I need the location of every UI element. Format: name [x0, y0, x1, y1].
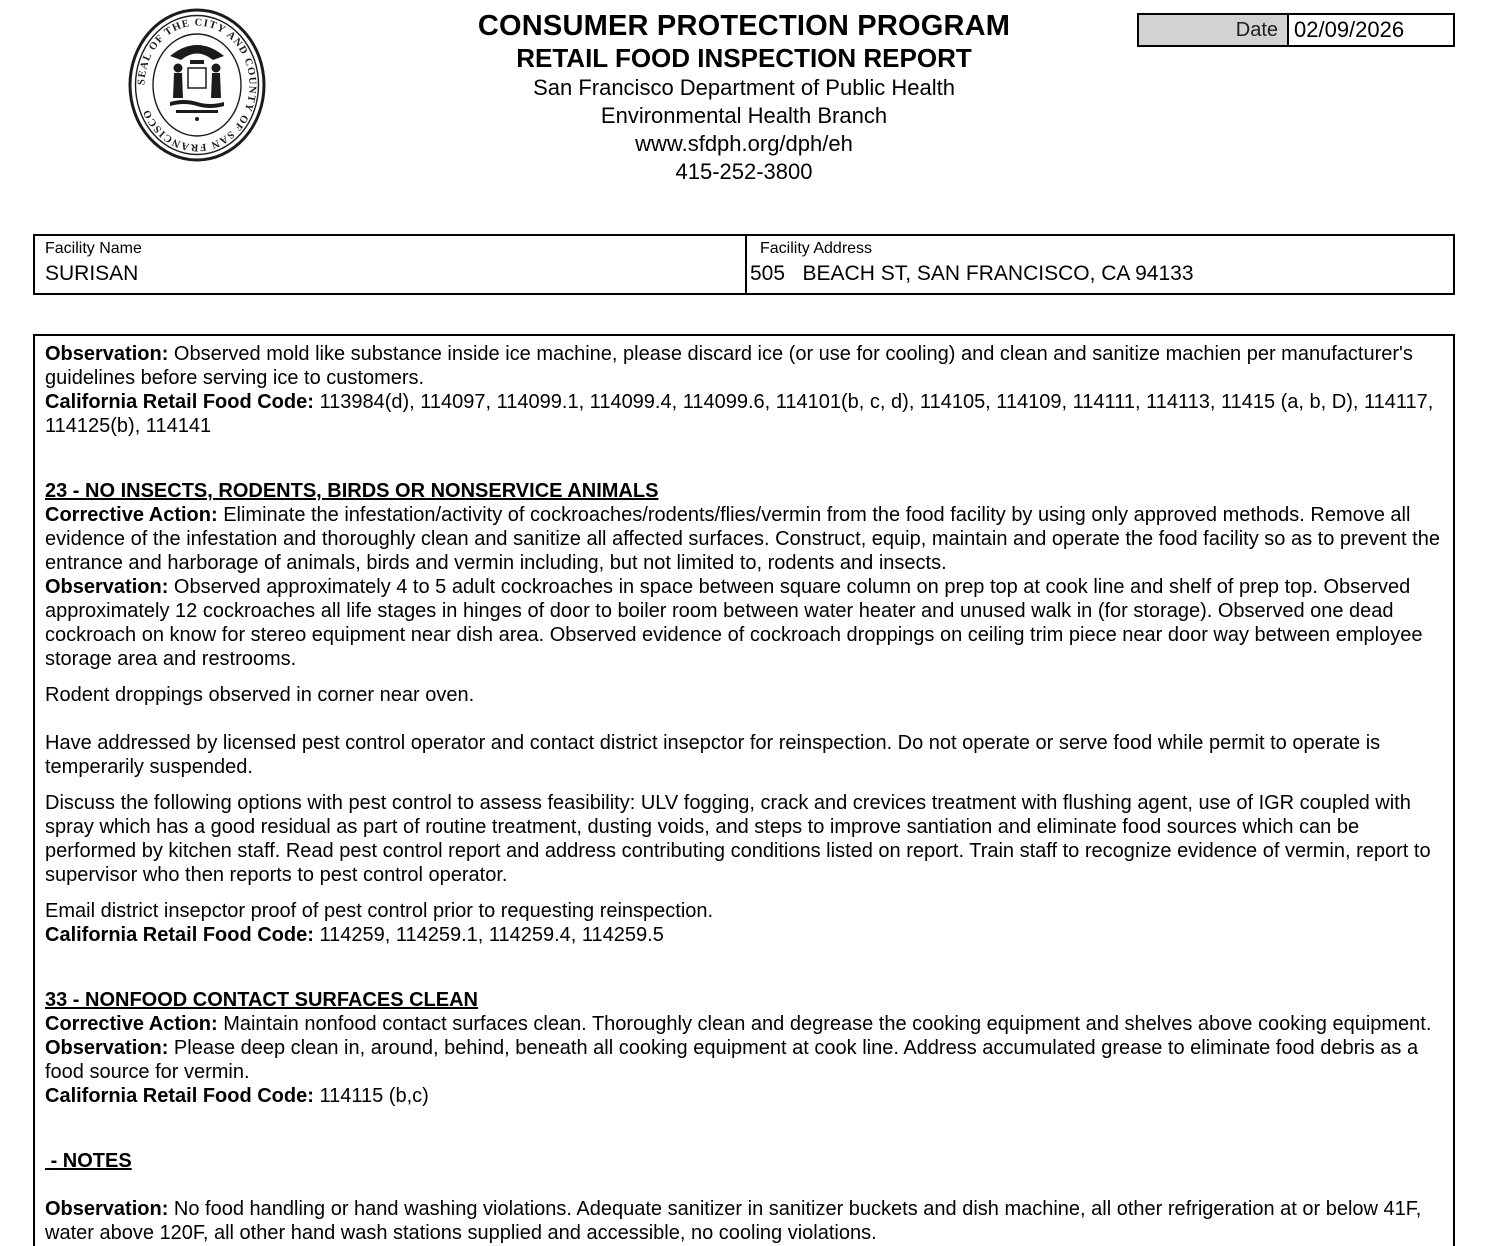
date-label: Date	[1139, 15, 1289, 45]
report-paragraph: Rodent droppings observed in corner near oven.	[45, 684, 475, 706]
report-paragraph: Observation: Observed approximately 4 to 5 adult cockroaches in space between square column on prep top at cook line and shelf of prep top. Observed approximately 12 cockroaches all life stages in hinges of door to boiler room between water heater and unused walk in (for storage). Observed one dead cockroach on know for stereo equipment near dish area. Observed evidence of cockroach droppings on ceiling trim piece near door way between employee storage area and restrooms.	[45, 576, 1423, 670]
report-subtitle: RETAIL FOOD INSPECTION REPORT	[516, 43, 972, 73]
spacer	[45, 947, 1443, 988]
report-paragraph: Observation: Observed mold like substance inside ice machine, please discard ice (or use for cooling) and clean and sanitize machien per manufacturer's guidelines before serving ice to customers.	[45, 343, 1413, 389]
section-heading: 33 - NONFOOD CONTACT SURFACES CLEAN	[45, 989, 478, 1011]
report-paragraph: Observation: No food handling or hand washing violations. Adequate sanitizer in sanitizer buckets and dish machine, all other refrigeration at or below 41F, water above 120F, all other hand wash stations supplied and accessible, no cooling violations.	[45, 1198, 1422, 1244]
date-value[interactable]: 02/09/2026	[1294, 17, 1405, 42]
spacer	[45, 887, 1443, 899]
seal-inner-art	[170, 45, 224, 121]
section-heading: 23 - NO INSECTS, RODENTS, BIRDS OR NONSERVICE ANIMALS	[45, 480, 659, 502]
facility-name-cell	[35, 236, 747, 293]
facility-table	[33, 234, 1455, 295]
report-paragraph: Observation: Please deep clean in, around, behind, beneath all cooking equipment at cook line. Address accumulated grease to eliminate food debris as a food source for vermin.	[45, 1037, 1419, 1083]
page-title: CONSUMER PROTECTION PROGRAM	[477, 10, 1011, 42]
spacer	[45, 671, 1443, 683]
spacer	[45, 1108, 1443, 1149]
report-header	[0, 0, 1488, 226]
phone-number: 415-252-3800	[675, 159, 813, 184]
facility-address-label: Facility Address	[760, 240, 873, 257]
facility-name-label: Facility Name	[45, 240, 142, 257]
report-body	[33, 334, 1455, 1246]
report-paragraph: California Retail Food Code: 114259, 114259.1, 114259.4, 114259.5	[45, 924, 664, 946]
facility-name-value: SURISAN	[45, 262, 139, 285]
branch-name: Environmental Health Branch	[600, 103, 888, 128]
report-paragraph: Email district insepctor proof of pest control prior to requesting reinspection.	[45, 900, 714, 922]
spacer	[45, 707, 1443, 731]
spacer	[45, 779, 1443, 791]
spacer	[45, 438, 1443, 479]
report-paragraph: Corrective Action: Maintain nonfood contact surfaces clean. Thoroughly clean and degrease the cooking equipment and shelves above cooking equipment.	[45, 1013, 1432, 1035]
report-paragraph: Discuss the following options with pest control to assess feasibility: ULV fogging, crack and crevices treatment with flushing agent, use of IGR coupled with spray which has a good residual as part of routine treatment, dusting voids, and steps to improve santiation and eliminate food sources which can be performed by kitchen staff. Read pest control report and address contributing conditions listed on report. Train staff to recognize evidence of vermin, report to supervisor who then reports to pest control operator.	[45, 792, 1431, 886]
department-name: San Francisco Department of Public Health	[533, 75, 955, 100]
svg-text:SEAL OF THE CITY AND COUNTY OF: SEAL OF THE CITY AND COUNTY OF SAN FRANCISCO	[136, 17, 258, 153]
facility-address-value: 505 BEACH ST, SAN FRANCISCO, CA 94133	[750, 262, 1194, 285]
spacer	[45, 1173, 1443, 1197]
report-paragraph: California Retail Food Code: 114115 (b,c)	[45, 1085, 429, 1107]
date-field	[1137, 13, 1455, 47]
report-paragraph: California Retail Food Code: 113984(d), 114097, 114099.1, 114099.4, 114099.6, 114101(b, c, d), 114105, 114109, 114111, 114113, 11415 (a, b, D), 114117, 114125(b), 114141	[45, 391, 1434, 437]
sf-city-seal-icon	[126, 6, 268, 164]
website-url: www.sfdph.org/dph/eh	[635, 131, 853, 156]
report-paragraph: Have addressed by licensed pest control operator and contact district insepctor for reinspection. Do not operate or serve food while permit to operate is temperarily suspended.	[45, 732, 1381, 778]
facility-address-cell	[747, 236, 1453, 293]
section-heading: - NOTES	[45, 1150, 132, 1172]
report-paragraph: Corrective Action: Eliminate the infestation/activity of cockroaches/rodents/flies/vermin from the food facility by using only approved methods. Remove all evidence of the infestation and thoroughly clean and sanitize all affected surfaces. Construct, equip, maintain and operate the food facility so as to prevent the entrance and harborage of animals, birds and vermin including, but not limited to, rodents and insects.	[45, 504, 1440, 574]
